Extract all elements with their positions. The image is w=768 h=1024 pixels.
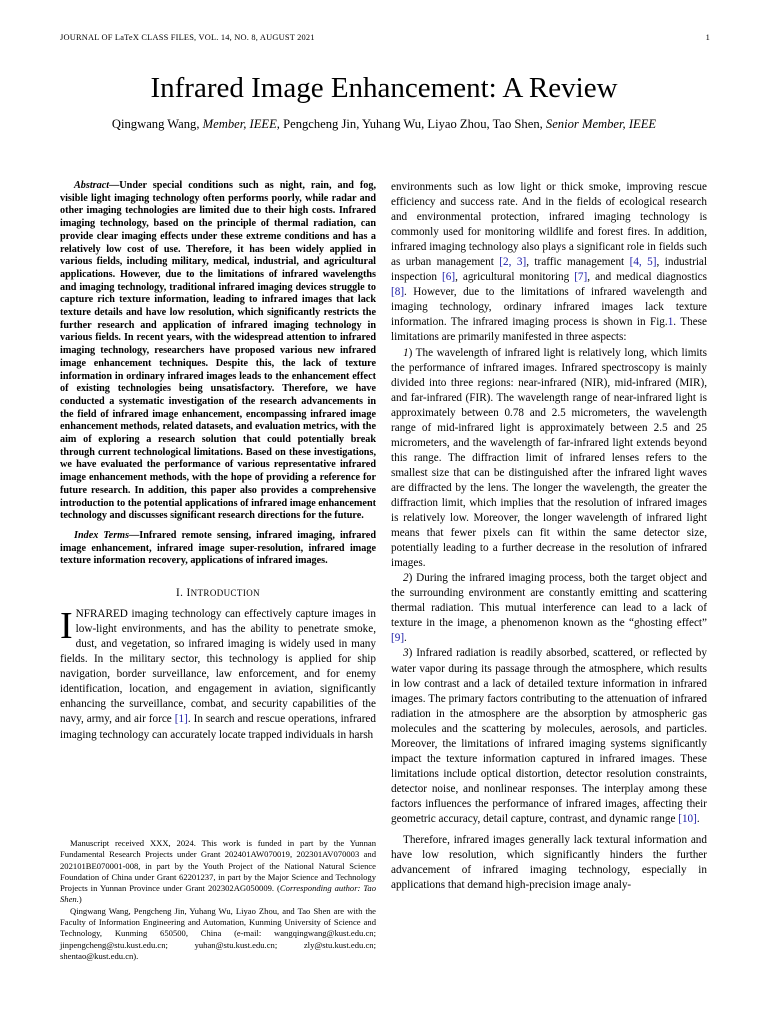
- citation-link[interactable]: [2, 3]: [499, 256, 527, 269]
- citation-link[interactable]: [1]: [174, 713, 188, 726]
- figure-link[interactable]: 1: [667, 316, 674, 329]
- abstract: [60, 180, 376, 523]
- drop-cap: I: [60, 605, 73, 648]
- author-others: , Pengcheng Jin, Yuhang Wu, Liyao Zhou, Tao Shen,: [276, 117, 546, 131]
- intro-paragraph: INFRARED imaging technology can effectively capture images in low-light environments, and has the ability to penetrate smoke, dust, and vegetation, so infrared imaging is widely used in many fields. In the military sector, this technology is applied for ship navigation, border surveillance, law enforcement, and for enemy identification, location, and engagement in aviation, significantly enhancing the surveillance, combat, and security capabilities of the navy, army, and air force [1]. In search and rescue operations, infrared imaging technology can accurately locate trapped individuals in harsh: [60, 605, 376, 741]
- page-number: 1: [705, 33, 710, 42]
- abstract-text: —Under special conditions such as night, rain, and fog, visible light imaging technology often performs poorly, while radar and other imaging technologies are limited due to their high costs. Infrared imaging technology, based on the principle of thermal radiation, can provide clear imaging effects under these extreme conditions and has a relatively low cost of use. Therefore, it has been widely applied in various fields, including military, medical, industrial, and agricultural applications. However, due to the limitations of infrared wavelengths and imaging technology, traditional infrared imaging devices struggle to capture rich texture information, leading to infrared images that lack texture details and have low resolution, which significantly restricts the further research and application of infrared imaging technology in various fields. In recent years, with the widespread attention to infrared imaging technology, researchers have proposed various new infrared image enhancement techniques. Despite this, the lack of texture information in ordinary infrared images leads to the enhancement effect of existing technologies being unsatisfactory. Therefore, we have conducted a systematic investigation of the research advancements in the field of infrared image enhancement, encompassing infrared image enhancement methods, related datasets, and evaluation metrics, with the aim of exploring a research solution that could potentially break through current technological limitations. Based on these investigations, we have evaluated the performance of various representative infrared image enhancement methods, with the hope of providing a reference for future research. In addition, this paper also provides a comprehensive introduction to the potential applications of infrared image enhancement technology and discusses significant research directions for the future.: [60, 180, 376, 522]
- index-terms: [60, 530, 376, 568]
- citation-link[interactable]: [4, 5]: [629, 256, 657, 269]
- body-paragraph: environments such as low light or thick smoke, improving rescue efficiency and success rate. And in the fields of ecological research and environmental protection, infrared imaging technology is commonly used for monitoring wildlife and forest fires. In addition, infrared imaging technology also plays a significant role in fields such as urban management [2, 3], traffic management [4, 5], industrial inspection [6], agricultural monitoring [7], and medical diagnostics [8]. However, due to the limitations of infrared wavelength and imaging technology, ordinary infrared images lack texture information. The infrared imaging process is shown in Fig.1. These limitations are primarily manifested in three aspects:: [391, 181, 708, 344]
- footnote: [60, 838, 376, 962]
- limitation-item-2: 2) During the infrared imaging process, both the target object and the surrounding environment are constantly emitting and scattering thermal radiation. This mutual interference can lead to a lack of texture in the image, a phenomenon known as the “ghosting effect” [9].: [391, 572, 707, 645]
- paper-title: Infrared Image Enhancement: A Review: [150, 72, 618, 104]
- author-first: Qingwang Wang,: [111, 117, 203, 131]
- right-column: [391, 180, 707, 893]
- index-terms-text: —Infrared remote sensing, infrared imaging, infrared image enhancement, infrared image super-resolution, infrared image texture information recovery, applications of infrared images.: [60, 529, 376, 567]
- limitation-item-1: 1) The wavelength of infrared light is relatively long, which limits the performance of infrared images. Infrared spectroscopy is mainly divided into three regions: near-infrared (NIR), mid-infrared (MIR), and far-infrared (FIR). The wavelength range of near-infrared light is approximately between 0.78 and 2.5 micrometers, the wavelength range of mid-infrared light is approximately between 2.5 and 25 micrometers, and the wavelength of far-infrared light extends beyond this range. The diffraction limit of infrared lenses refers to the smallest size that can be distinguished after the infrared light waves are diffracted by the lens. The longer the wavelength, the greater the diffraction limit, which implies that the resolution of infrared images is relatively low. Moreover, the longer wavelength of infrared light means that fewer pixels can fit within the same detector size, potentially leading to a further decrease in the resolution of infrared images.: [391, 346, 707, 570]
- citation-link[interactable]: [8]: [391, 286, 405, 299]
- citation-link[interactable]: [7]: [574, 271, 588, 284]
- author-list: [0, 117, 768, 132]
- citation-link[interactable]: [9]: [391, 632, 405, 645]
- limitation-item-3: 3) Infrared radiation is readily absorbed, scattered, or reflected by water vapor during its passage through the atmosphere, which results in low contrast and a lack of detailed texture information in infrared images. The primary factors contributing to the attenuation of infrared radiation in the atmosphere are the absorption by atmospheric gas molecules and the scattering by molecules, aerosols, and particles. Moreover, the limitations of infrared imaging systems significantly impact the texture information captured in infrared images. These limitations include optical distortion, detector resolution constraints, detector noise, and nonlinear responses. The interplay among these factors influences the performance of infrared images, affecting their geometric accuracy, detail capture, contrast, and dynamic range [10].: [391, 647, 707, 825]
- author-first-role: Member, IEEE: [202, 117, 277, 131]
- section-heading-introduction: I. INTRODUCTION: [175, 587, 261, 600]
- citation-link[interactable]: [6]: [442, 271, 456, 284]
- journal-name: JOURNAL OF LaTeX CLASS FILES, VOL. 14, NO. 8, AUGUST 2021: [60, 33, 315, 42]
- abstract-lead: Abstract: [74, 180, 110, 191]
- index-terms-lead: Index Terms: [74, 529, 130, 541]
- left-column: [60, 180, 376, 743]
- footnote-funding: Manuscript received XXX, 2024. This work is funded in part by the Yunnan Fundamental Research Projects under Grant 202401AW070019, 202301AV070003 and 202101BE070001-008, in part by the Youth Project of the National Natural Science Foundation of China under Grant 62201237, in part by the Major Science and Technology Projects in Yunnan Province under Grant 202302AG050009. (Corresponding author: Tao Shen.): [60, 838, 376, 905]
- running-head: [60, 33, 710, 42]
- body-paragraph: Therefore, infrared images generally lack textural information and have low resolution, which significantly hinders the further advancement of infrared imaging technology, especially in applications that demand high-precision image analy-: [391, 834, 707, 892]
- author-last-role: Senior Member, IEEE: [545, 117, 657, 131]
- footnote-affiliation: Qingwang Wang, Pengcheng Jin, Yuhang Wu, Liyao Zhou, and Tao Shen are with the Faculty of Information Engineering and Automation, Kunming University of Science and Technology, Kunming 650500, China (e-mail: wangqingwang@kust.edu.cn; jinpengcheng@stu.kust.edu.cn; yuhan@stu.kust.edu.cn; zly@stu.kust.edu.cn; shentao@kust.edu.cn).: [60, 905, 376, 961]
- citation-link[interactable]: [10]: [678, 812, 697, 825]
